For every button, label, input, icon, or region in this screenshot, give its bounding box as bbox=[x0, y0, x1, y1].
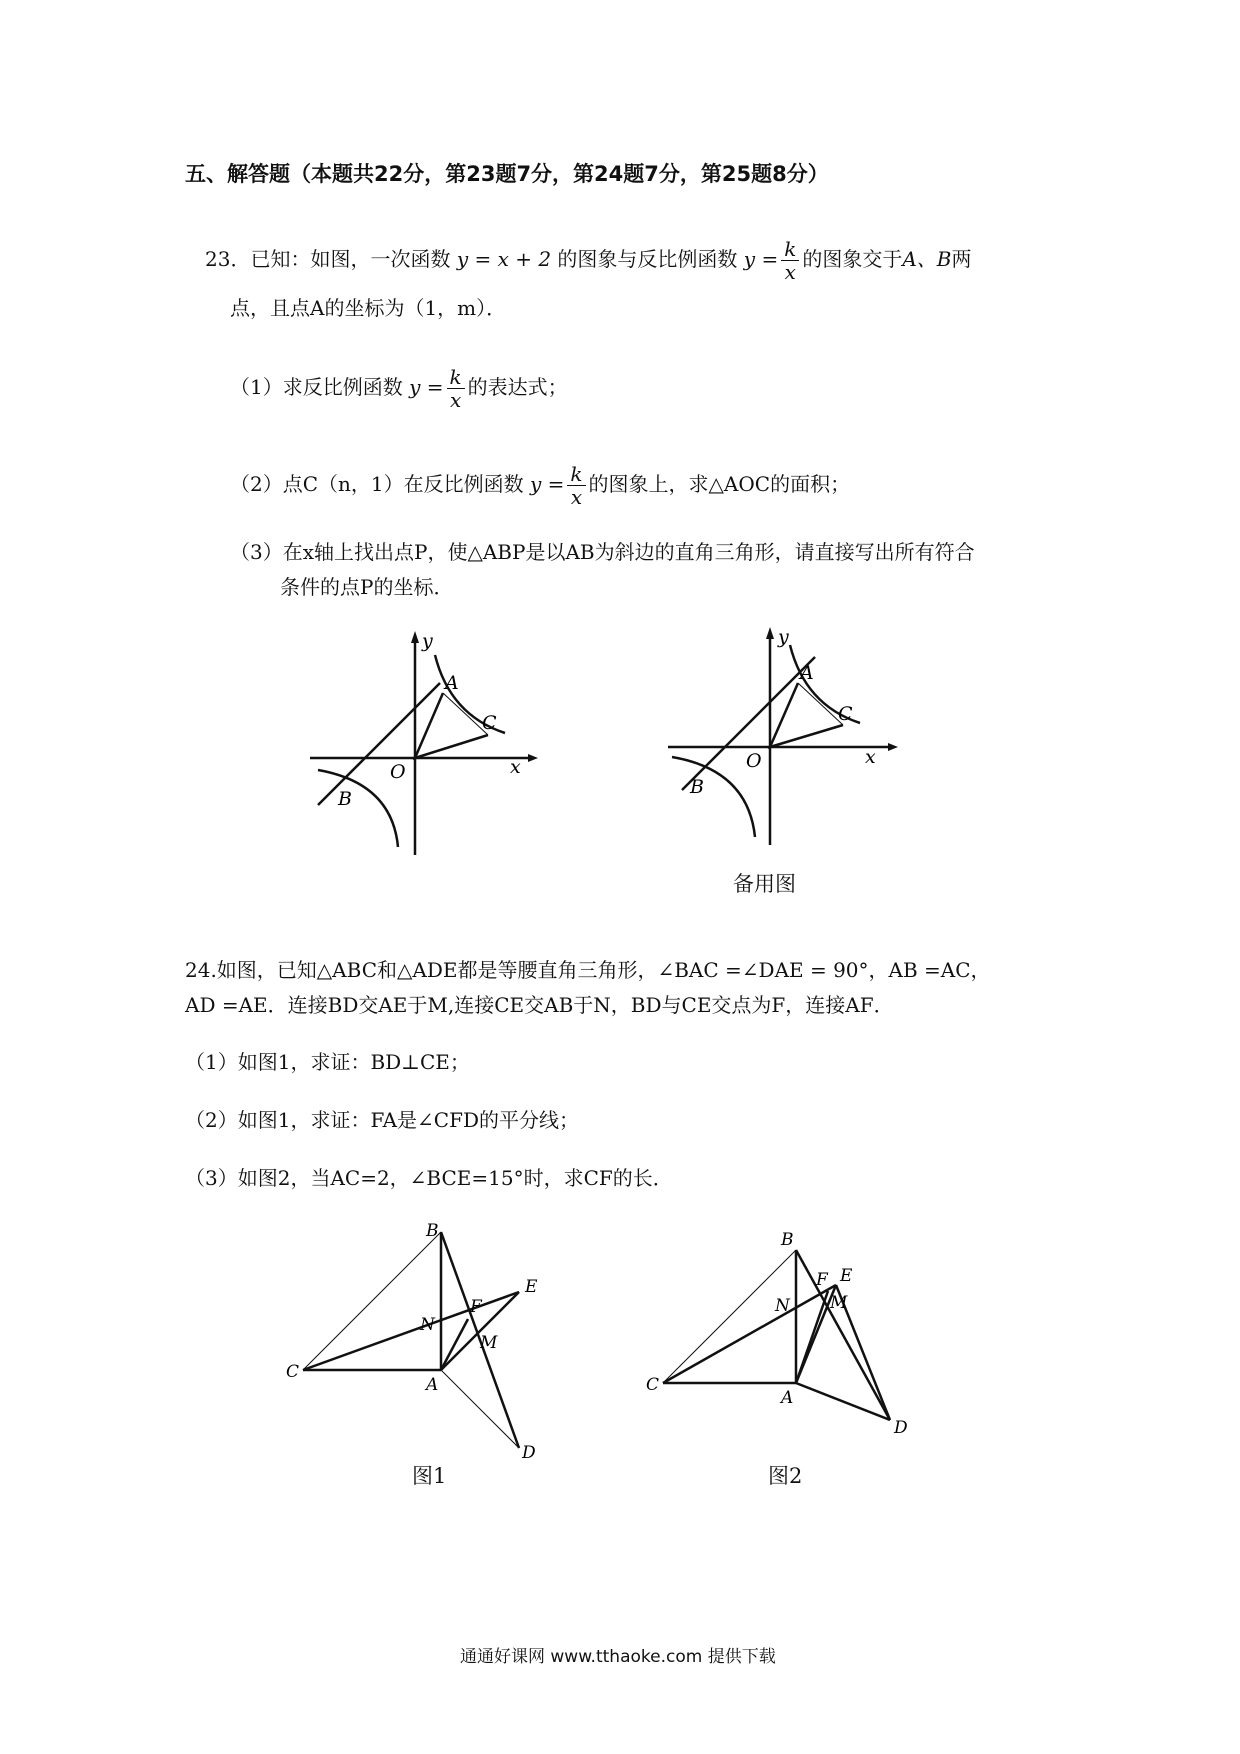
fig1-label-x: x bbox=[510, 756, 521, 778]
q24-fig1-label-F: F bbox=[470, 1297, 482, 1317]
q23-part1: （1）求反比例函数 y = $\frac{k}{x}$ 的表达式； bbox=[230, 365, 568, 412]
q23-part3-line2: 条件的点P的坐标． bbox=[280, 575, 454, 599]
q24-fig2-caption: 图2 bbox=[768, 1464, 803, 1488]
q23-stem-line1: 23．已知：如图，一次函数 y = x + 2 的图象与反比例函数 y = $\frac{k}{x}$ 的图象交于A、B两 bbox=[205, 237, 972, 284]
q24-fig1-caption: 图1 bbox=[412, 1464, 447, 1488]
q24-fig1-label-M: M bbox=[480, 1333, 498, 1353]
footer-download-note: 通通好课网 www.tthaoke.com 提供下载 bbox=[460, 1647, 776, 1667]
fraction-k-over-x: $\frac{k}{x}$ bbox=[781, 238, 799, 283]
q23-figure-2 bbox=[660, 625, 910, 860]
q23-figure-1 bbox=[300, 625, 550, 860]
q23-stem-line2: 点，且点A的坐标为（1，m）． bbox=[230, 296, 507, 320]
q24-fig1-label-D: D bbox=[522, 1443, 536, 1463]
q23-part3-line1: （3）在x轴上找出点P，使△ABP是以AB为斜边的直角三角形，请直接写出所有符合 bbox=[230, 540, 975, 564]
fig2-label-x: x bbox=[865, 746, 876, 768]
q24-fig1-label-A: A bbox=[426, 1375, 439, 1395]
fig2-label-y: y bbox=[778, 626, 789, 648]
fig2-label-A: A bbox=[800, 662, 814, 684]
q24-fig2-label-N: N bbox=[775, 1296, 790, 1316]
q23-linear-equation: y = x + 2 bbox=[456, 247, 552, 271]
q24-fig1-label-C: C bbox=[286, 1362, 300, 1382]
q24-part1: （1）如图1，求证：BD⊥CE； bbox=[185, 1050, 470, 1074]
fig1-label-O: O bbox=[390, 761, 406, 783]
q24-fig1-label-E: E bbox=[525, 1277, 538, 1297]
q24-part2: （2）如图1，求证：FA是∠CFD的平分线； bbox=[185, 1108, 580, 1132]
q24-figure-1 bbox=[280, 1220, 550, 1470]
q24-fig2-label-E: E bbox=[840, 1266, 853, 1286]
fig1-label-B: B bbox=[338, 788, 352, 810]
fig2-label-O: O bbox=[746, 750, 762, 772]
q24-fig2-label-B: B bbox=[781, 1230, 794, 1250]
fraction-k-over-x: $\frac{k}{x}$ bbox=[447, 366, 465, 411]
q24-figure-2 bbox=[640, 1225, 940, 1455]
q23-y-eq: y = bbox=[743, 247, 779, 271]
q24-fig2-label-M: M bbox=[830, 1293, 848, 1313]
q23-fig2-caption: 备用图 bbox=[733, 872, 796, 896]
q24-fig2-label-F: F bbox=[816, 1270, 828, 1290]
q24-fig1-label-N: N bbox=[420, 1315, 435, 1335]
q24-fig2-label-D: D bbox=[894, 1418, 908, 1438]
q24-part3: （3）如图2，当AC=2，∠BCE=15°时，求CF的长． bbox=[185, 1166, 673, 1190]
fig1-label-A: A bbox=[445, 672, 459, 694]
q24-fig2-label-A: A bbox=[781, 1388, 794, 1408]
fig2-label-B: B bbox=[690, 776, 704, 798]
section-header: 五、解答题（本题共22分，第23题7分，第24题7分，第25题8分） bbox=[185, 162, 829, 186]
q24-fig2-label-C: C bbox=[646, 1375, 660, 1395]
q24-stem-line2: AD =AE．连接BD交AE于M,连接CE交AB于N，BD与CE交点为F，连接AF． bbox=[185, 993, 894, 1017]
q24-stem-line1: 24.如图，已知△ABC和△ADE都是等腰直角三角形，∠BAC =∠DAE = 90°，AB =AC， bbox=[185, 958, 991, 982]
fraction-k-over-x: $\frac{k}{x}$ bbox=[567, 463, 585, 508]
q23-part2: （2）点C（n，1）在反比例函数 y = $\frac{k}{x}$ 的图象上，求△AOC的面积； bbox=[230, 462, 851, 509]
fig2-label-C: C bbox=[838, 703, 853, 725]
q24-fig1-label-B: B bbox=[426, 1221, 439, 1241]
fig1-label-y: y bbox=[422, 630, 433, 652]
fig1-label-C: C bbox=[482, 712, 497, 734]
